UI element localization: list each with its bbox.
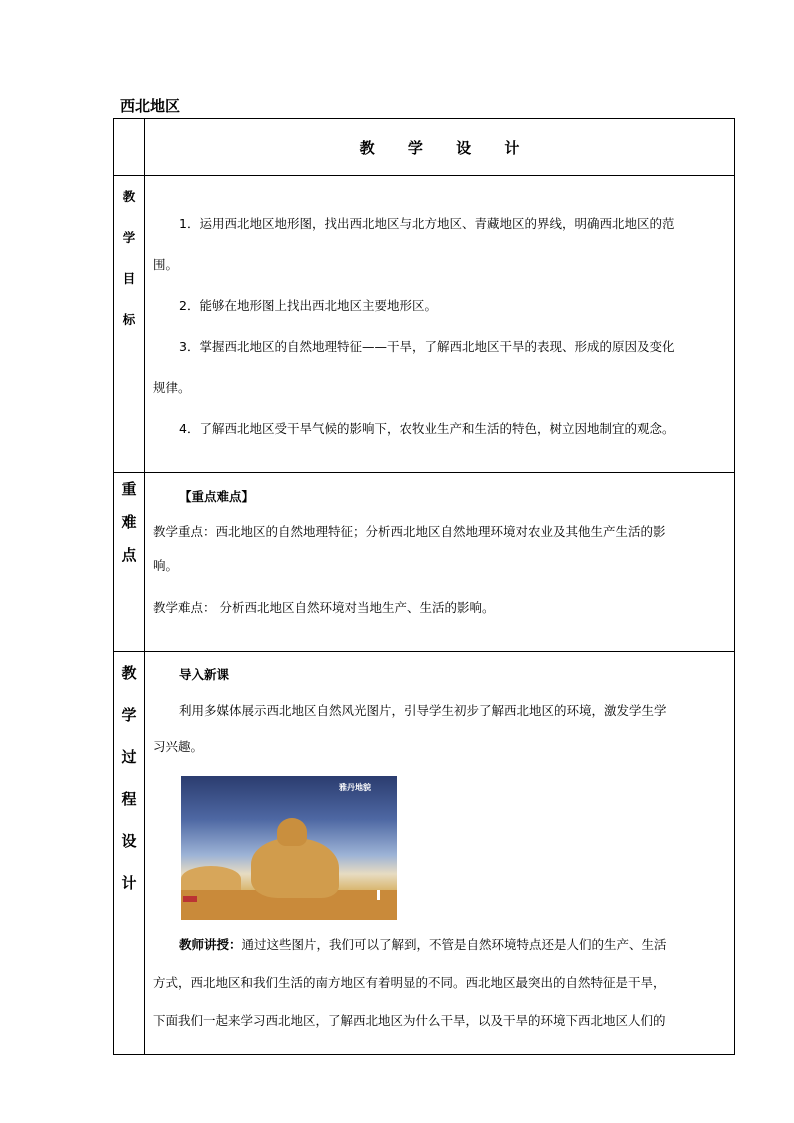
goals-content — [145, 176, 735, 473]
goal-item-2: 2．能够在地形图上找出西北地区主要地形区。 — [179, 298, 437, 313]
goals-label-char: 教 — [122, 189, 136, 204]
header-row — [114, 119, 735, 176]
key-label-char: 点 — [121, 546, 137, 564]
key-row — [114, 473, 735, 652]
key-label-char: 难 — [121, 513, 137, 531]
intro-line: 利用多媒体展示西北地区自然风光图片，引导学生初步了解西北地区的环境，激发学生学 — [179, 703, 667, 718]
photo-person — [377, 890, 380, 900]
goals-label-char: 目 — [122, 271, 136, 286]
process-row — [114, 652, 735, 1055]
process-label-char: 程 — [121, 790, 137, 808]
yardang-landform-photo — [181, 776, 397, 920]
key-point: 教学重点：西北地区的自然地理特征；分析西北地区自然地理环境对农业及其他生产生活的影 — [153, 524, 666, 539]
goal-item-3-cont: 规律。 — [153, 380, 191, 395]
goal-item-4: 4．了解西北地区受干旱气候的影响下，农牧业生产和生活的特色，树立因地制宜的观念。 — [179, 421, 675, 436]
photo-rock — [251, 838, 339, 898]
process-label-char: 学 — [121, 706, 137, 724]
key-label-char: 重 — [121, 480, 137, 498]
goal-item-3: 3．掌握西北地区的自然地理特征——干旱，了解西北地区干旱的表现、形成的原因及变化 — [179, 339, 675, 354]
goals-row — [114, 176, 735, 473]
process-label-char: 设 — [121, 832, 137, 850]
process-content — [145, 652, 735, 1055]
key-heading: 【重点难点】 — [179, 489, 255, 504]
photo-hill — [181, 866, 241, 892]
photo-rock-top — [277, 818, 307, 846]
teacher-label: 教师讲授： — [179, 937, 242, 952]
document-title: 西北地区 — [120, 97, 181, 115]
process-label-char: 教 — [121, 664, 137, 682]
process-label-char: 计 — [121, 874, 137, 892]
header-title: 教 学 设 计 — [145, 119, 735, 176]
photo-vehicle — [183, 896, 197, 902]
goal-item-1-cont: 围。 — [153, 257, 179, 272]
goals-label-char: 学 — [122, 230, 136, 245]
key-label — [114, 473, 145, 652]
goal-item-1: 1．运用西北地区地形图，找出西北地区与北方地区、青藏地区的界线，明确西北地区的范 — [179, 216, 675, 231]
key-point-cont: 响。 — [153, 558, 179, 573]
key-content — [145, 473, 735, 652]
intro-line-cont: 习兴趣。 — [153, 739, 204, 754]
teacher-explanation — [153, 926, 728, 1040]
process-label — [114, 652, 145, 1055]
process-label-char: 过 — [121, 748, 137, 766]
teacher-line-3: 下面我们一起来学习西北地区，了解西北地区为什么干旱，以及干旱的环境下西北地区人们的 — [153, 1013, 666, 1028]
teacher-line-1: 通过这些图片，我们可以了解到，不管是自然环境特点还是人们的生产、生活 — [241, 937, 667, 952]
header-label-cell — [114, 119, 145, 176]
intro-heading: 导入新课 — [179, 667, 230, 682]
difficult-point: 教学难点： 分析西北地区自然环境对当地生产、生活的影响。 — [153, 600, 495, 615]
goals-label — [114, 176, 145, 473]
photo-caption: 雅丹地貌 — [339, 783, 371, 792]
teacher-line-2: 方式，西北地区和我们生活的南方地区有着明显的不同。西北地区最突出的自然特征是干旱， — [153, 975, 666, 990]
goals-label-char: 标 — [122, 312, 136, 327]
lesson-plan-table — [113, 118, 735, 1055]
